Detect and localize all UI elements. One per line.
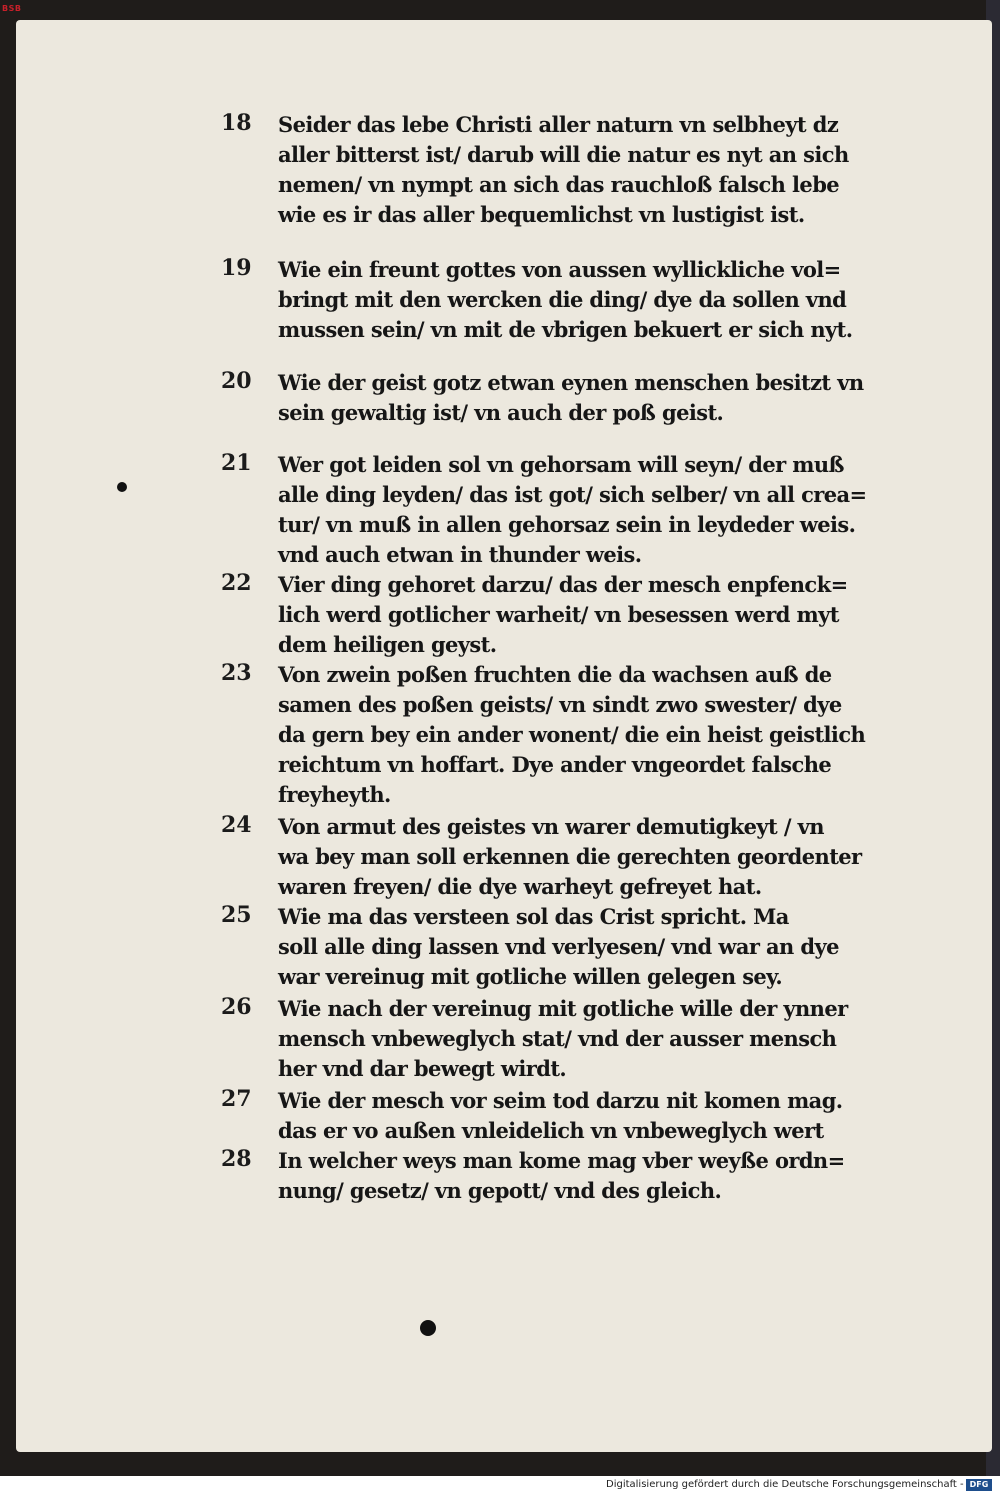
entry-text (278, 368, 918, 428)
text-line: war vereinug mit gotliche willen gelegen sey. (278, 964, 783, 989)
entry-text (278, 570, 918, 660)
text-line: dem heiligen geyst. (278, 632, 497, 657)
entry-text (278, 902, 918, 992)
footer-credit: Digitalisierung gefördert durch die Deutsche Forschungsgemeinschaft - (606, 1479, 964, 1490)
entry-text (278, 812, 918, 902)
text-line: alle ding leyden/ das ist got/ sich selber/ vn all crea= (278, 482, 867, 507)
text-line: nemen/ vn nympt an sich das rauchloß falsch lebe (278, 172, 840, 197)
entry-text (278, 994, 918, 1084)
ink-spot (420, 1320, 436, 1336)
text-line: aller bitterst ist/ darub will die natur es nyt an sich (278, 142, 849, 167)
entry-number: 18 (221, 110, 252, 136)
text-line: Wie der mesch vor seim tod darzu nit komen mag. (278, 1088, 843, 1113)
entry-number: 28 (221, 1146, 252, 1172)
entry-number: 27 (221, 1086, 252, 1112)
text-line: mussen sein/ vn mit de vbrigen bekuert er sich nyt. (278, 317, 853, 342)
text-line: tur/ vn muß in allen gehorsaz sein in leydeder weis. (278, 512, 856, 537)
text-line: sein gewaltig ist/ vn auch der poß geist. (278, 400, 724, 425)
text-line: Vier ding gehoret darzu/ das der mesch enpfenck= (278, 572, 848, 597)
text-line: soll alle ding lassen vnd verlyesen/ vnd war an dye (278, 934, 839, 959)
text-line: wa bey man soll erkennen die gerechten geordenter (278, 844, 862, 869)
entry-number: 20 (221, 368, 252, 394)
text-line: mensch vnbeweglych stat/ vnd der ausser mensch (278, 1026, 837, 1051)
entry-number: 19 (221, 255, 252, 281)
entry-number: 25 (221, 902, 252, 928)
text-line: vnd auch etwan in thunder weis. (278, 542, 642, 567)
text-line: wie es ir das aller bequemlichst vn lustigist ist. (278, 202, 805, 227)
entry-text (278, 110, 918, 230)
text-line: Wie nach der vereinug mit gotliche wille der ynner (278, 996, 848, 1021)
text-line: Von armut des geistes vn warer demutigkeyt / vn (278, 814, 824, 839)
text-line: In welcher weys man kome mag vber weyße ordn= (278, 1148, 845, 1173)
entry-number: 26 (221, 994, 252, 1020)
entry-text (278, 450, 918, 570)
text-line: waren freyen/ die dye warheyt gefreyet hat. (278, 874, 762, 899)
text-line: samen des poßen geists/ vn sindt zwo swester/ dye (278, 692, 842, 717)
text-line: Seider das lebe Christi aller naturn vn selbheyt dz (278, 112, 839, 137)
text-line: Wie der geist gotz etwan eynen menschen besitzt vn (278, 370, 864, 395)
book-page (16, 20, 992, 1452)
entry-number: 23 (221, 660, 252, 686)
text-line: Wie ein freunt gottes von aussen wyllickliche vol= (278, 257, 841, 282)
text-line: Von zwein poßen fruchten die da wachsen auß de (278, 662, 832, 687)
text-line: her vnd dar bewegt wirdt. (278, 1056, 567, 1081)
text-line: Wer got leiden sol vn gehorsam will seyn/ der muß (278, 452, 844, 477)
text-line: das er vo außen vnleidelich vn vnbeweglych wert (278, 1118, 824, 1143)
entry-number: 24 (221, 812, 252, 838)
text-line: lich werd gotlicher warheit/ vn besessen werd myt (278, 602, 839, 627)
text-line: freyheyth. (278, 782, 391, 807)
entry-text (278, 1146, 918, 1206)
entry-number: 21 (221, 450, 252, 476)
entry-text (278, 1086, 918, 1146)
text-line: da gern bey ein ander wonent/ die ein heist geistlich (278, 722, 866, 747)
entry-text (278, 255, 918, 345)
dfg-logo: DFG (966, 1479, 992, 1491)
text-line: nung/ gesetz/ vn gepott/ vnd des gleich. (278, 1178, 722, 1203)
entry-number: 22 (221, 570, 252, 596)
ink-spot (117, 482, 127, 492)
entry-text (278, 660, 918, 810)
text-line: bringt mit den wercken die ding/ dye da sollen vnd (278, 287, 847, 312)
text-line: Wie ma das versteen sol das Crist spricht. Ma (278, 904, 789, 929)
library-label: BSB (2, 4, 22, 13)
text-line: reichtum vn hoffart. Dye ander vngeordet falsche (278, 752, 832, 777)
